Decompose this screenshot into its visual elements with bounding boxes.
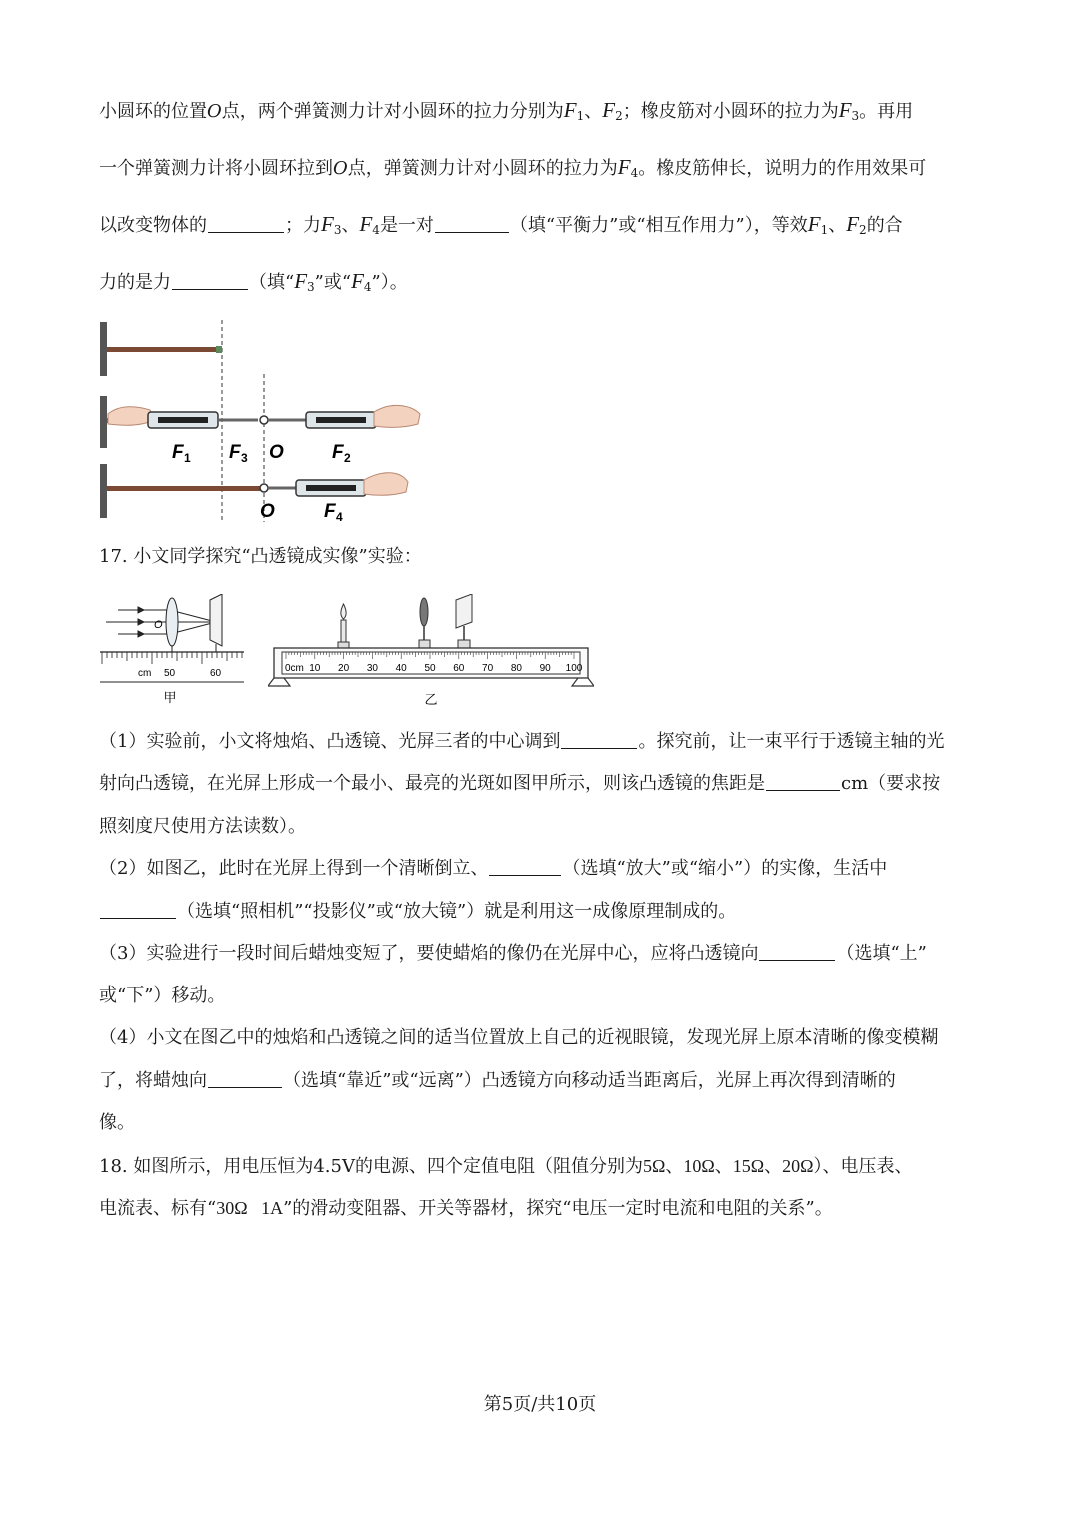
wall-1 — [100, 322, 107, 376]
spring-balance-3-scale — [306, 485, 356, 491]
label-f3-sub: 3 — [241, 451, 248, 465]
label-o: O — [154, 619, 163, 631]
hand-right-2 — [364, 473, 408, 496]
answer-blank[interactable] — [489, 857, 561, 876]
bench-tick-label: 50 — [424, 663, 436, 674]
label-f2-sub: 2 — [344, 451, 351, 465]
caption-jia: 甲 — [163, 690, 177, 705]
q17-p1-line-3: 照刻度尺使用方法读数）。 — [99, 816, 306, 837]
label-f2: F — [332, 442, 344, 463]
light-screen-yi — [456, 594, 472, 628]
q17-p4-line-2: 了，将蜡烛向 （选填“靠近”或“远离”）凸透镜方向移动适当距离后，光屏上再次得到清晰的 — [99, 1070, 896, 1091]
convex-lens — [166, 598, 178, 646]
candle — [341, 620, 346, 642]
answer-blank[interactable] — [100, 900, 176, 919]
ruler-ticks — [102, 652, 242, 664]
figure-jia — [98, 594, 248, 706]
q18-line-1: 18. 如图所示，用电压恒为4.5V的电源、四个定值电阻（阻值分别为5Ω、10Ω、15Ω、20Ω）、电压表、 — [99, 1156, 913, 1177]
q17-p2-line-2: （选填“照相机”“投影仪”或“放大镜”）就是利用这一成像原理制成的。 — [99, 899, 989, 925]
q17-p2-line-1: （2）如图乙，此时在光屏上得到一个清晰倒立、 （选填“放大”或“缩小”）的实像，生活中 — [99, 858, 888, 879]
bench-tick-label: 90 — [539, 663, 551, 674]
ring-o — [260, 416, 268, 424]
hand-left — [108, 407, 154, 425]
q16-line-3: 以改变物体的 ；力$F_3$、$F_4$是一对 （填“平衡力”或“相互作用力”），等效$F_1$、$F_2$的合 — [99, 212, 903, 237]
q17-p4-line-1: （4）小文在图乙中的烛焰和凸透镜之间的适当位置放上自己的近视眼镜，发现光屏上原本清晰的像变模糊 — [99, 1027, 939, 1048]
q17-p1-line-2: 射向凸透镜，在光屏上形成一个最小、最亮的光斑如图甲所示，则该凸透镜的焦距是 cm（要求按 — [99, 773, 941, 794]
figure-yi — [268, 594, 594, 706]
hand-right — [374, 405, 420, 427]
q16-line-2: 一个弹簧测力计将小圆环拉到O点，弹簧测力计对小圆环的拉力为$F_4$。橡皮筋伸长，说明力的作用效果可 — [99, 155, 927, 180]
wall-3 — [100, 464, 107, 518]
bench-tick-label: 40 — [395, 663, 407, 674]
label-f1: F — [172, 442, 184, 463]
rubber-band-3 — [107, 486, 260, 491]
candle-flame — [341, 604, 346, 619]
label-o-2: O — [260, 501, 275, 522]
answer-blank[interactable] — [759, 942, 835, 961]
bench-tick-label: 0cm — [285, 663, 304, 674]
wall-2 — [100, 396, 107, 448]
q17-title: 17. 小文同学探究“凸透镜成实像”实验： — [99, 546, 422, 567]
q16-line-1: 小圆环的位置O点，两个弹簧测力计对小圆环的拉力分别为$F_1$、$F_2$；橡皮筋对小圆环的拉力为$F_3$。再用 — [99, 98, 914, 123]
q17-p4-line-3: 像。 — [99, 1112, 135, 1133]
bench-foot-right — [572, 678, 594, 686]
tick-label-60: 60 — [210, 668, 222, 679]
q17-p1-line-1: （1）实验前，小文将烛焰、凸透镜、光屏三者的中心调到 。探究前，让一束平行于透镜主轴的光 — [99, 731, 945, 752]
answer-blank[interactable] — [766, 772, 840, 791]
answer-blank[interactable] — [208, 1069, 282, 1088]
q17-p3-line-2: 或“下”）移动。 — [99, 985, 226, 1006]
label-f4: F — [324, 501, 336, 522]
bench-foot-left — [268, 678, 290, 686]
light-screen — [210, 594, 222, 646]
spring-balance-1-scale — [158, 417, 208, 423]
label-cm: cm — [138, 668, 152, 679]
rubber-band-1 — [107, 347, 222, 352]
bench-tick-label: 20 — [338, 663, 350, 674]
label-f1-sub: 1 — [184, 451, 191, 465]
q18-line-2: 电流表、标有“30Ω 1A”的滑动变阻器、开关等器材，探究“电压一定时电流和电阻的关系”。 — [99, 1198, 833, 1219]
bench-tick-label: 100 — [565, 663, 583, 674]
caption-yi: 乙 — [424, 692, 438, 706]
label-f3: F — [229, 442, 241, 463]
answer-blank[interactable] — [172, 271, 248, 290]
band-end — [216, 346, 222, 353]
convex-lens-yi — [420, 598, 428, 626]
label-f4-sub: 4 — [336, 510, 343, 524]
spring-balance-figure — [98, 318, 428, 524]
answer-blank[interactable] — [208, 214, 284, 233]
tick-label-50: 50 — [164, 668, 176, 679]
answer-blank[interactable] — [435, 214, 509, 233]
bench-tick-label: 30 — [366, 663, 378, 674]
bench-tick-label: 10 — [309, 663, 321, 674]
q16-line-4: 力的是力 （填“$F_3$”或“$F_4$”）。 — [99, 269, 408, 294]
answer-blank[interactable] — [561, 730, 637, 749]
q17-p3-line-1: （3）实验进行一段时间后蜡烛变短了，要使蜡焰的像仍在光屏中心，应将凸透镜向 （选填“上” — [99, 943, 927, 964]
label-o-1: O — [269, 442, 284, 463]
bench-tick-label: 70 — [482, 663, 494, 674]
page-footer: 第5页/共10页 — [483, 1394, 597, 1415]
spring-balance-2-scale — [316, 417, 366, 423]
bench-tick-label: 80 — [510, 663, 522, 674]
ring-o-2 — [260, 484, 268, 492]
bench-tick-label: 60 — [453, 663, 465, 674]
